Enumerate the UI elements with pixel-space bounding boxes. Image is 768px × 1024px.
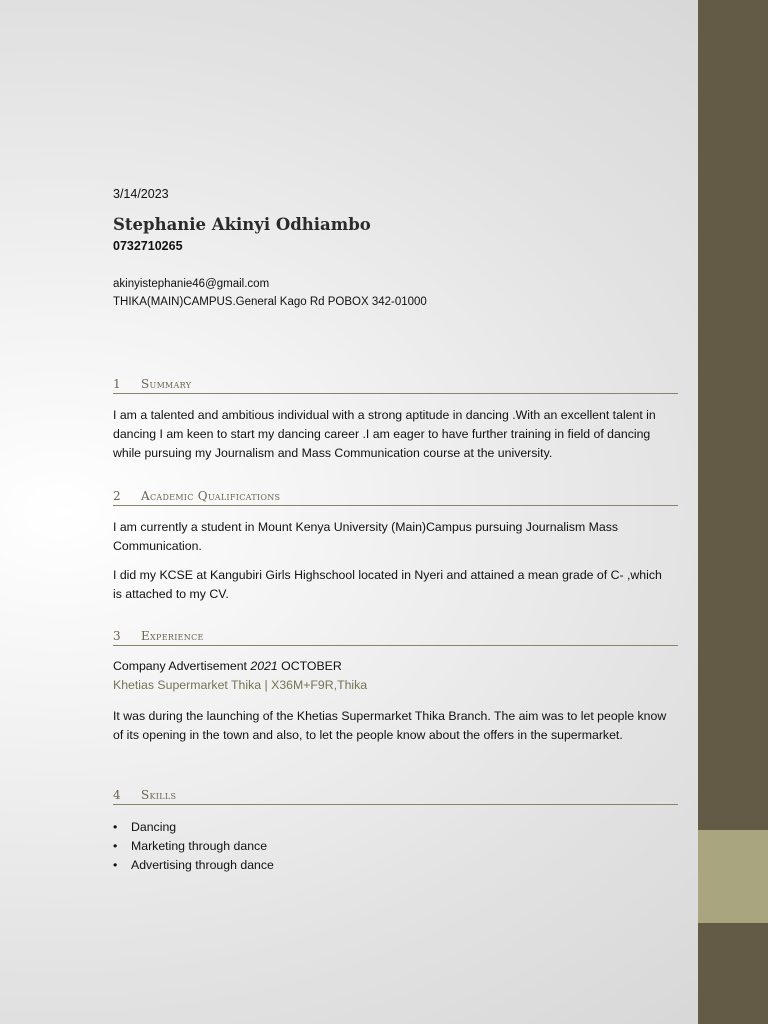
- skill-label: Dancing: [131, 820, 177, 834]
- bullet-icon: •: [113, 839, 118, 853]
- phone-number: 0732710265: [113, 239, 183, 253]
- experience-text: It was during the launching of the Khetias Supermarket Thika Branch. The aim was to let people know of its opening in the town and also, to let the people know about the offers in the supermarket.: [113, 709, 667, 742]
- academic-paragraph-2: I did my KCSE at Kangubiri Girls Highschool located in Nyeri and attained a mean grade of C- ,which is attached to my CV.: [113, 568, 662, 601]
- date: 3/14/2023: [113, 187, 169, 201]
- skill-label: Advertising through dance: [131, 858, 274, 872]
- sidebar-accent-block: [698, 830, 768, 923]
- list-item: [113, 837, 274, 856]
- email-address: akinyistephanie46@gmail.com: [113, 278, 270, 290]
- full-name: Stephanie Akinyi Odhiambo: [113, 215, 371, 234]
- list-item: [113, 818, 274, 837]
- section-title: Summary: [141, 377, 192, 391]
- section-heading-skills: [113, 788, 678, 805]
- job-location: Khetias Supermarket Thika | X36M+F9R,Thika: [113, 678, 368, 692]
- postal-address: THIKA(MAIN)CAMPUS.General Kago Rd POBOX 342-01000: [113, 296, 427, 308]
- section-number: 2: [113, 489, 121, 503]
- section-number: 4: [113, 788, 121, 802]
- job-year: 2021: [250, 659, 278, 673]
- section-title: Skills: [141, 788, 177, 802]
- section-title: Experience: [141, 629, 204, 643]
- job-heading: [113, 659, 342, 673]
- job-title: Company Advertisement: [113, 659, 247, 673]
- list-item: [113, 856, 274, 875]
- section-heading-experience: [113, 629, 678, 646]
- section-title: Academic Qualifications: [141, 489, 281, 503]
- section-heading-academic: [113, 489, 678, 506]
- bullet-icon: •: [113, 820, 118, 834]
- skills-list: [113, 818, 274, 875]
- section-heading-summary: [113, 377, 678, 394]
- summary-text: I am a talented and ambitious individual with a strong aptitude in dancing .With an excellent talent in dancing I am keen to start my dancing career .I am eager to have further training in field of dancing while pursuing my Journalism and Mass Communication course at the university.: [113, 408, 656, 460]
- section-number: 3: [113, 629, 121, 643]
- job-month: OCTOBER: [281, 659, 342, 673]
- bullet-icon: •: [113, 858, 118, 872]
- skill-label: Marketing through dance: [131, 839, 268, 853]
- section-number: 1: [113, 377, 121, 391]
- academic-paragraph-1: I am currently a student in Mount Kenya University (Main)Campus pursuing Journalism Mass Communication.: [113, 520, 619, 553]
